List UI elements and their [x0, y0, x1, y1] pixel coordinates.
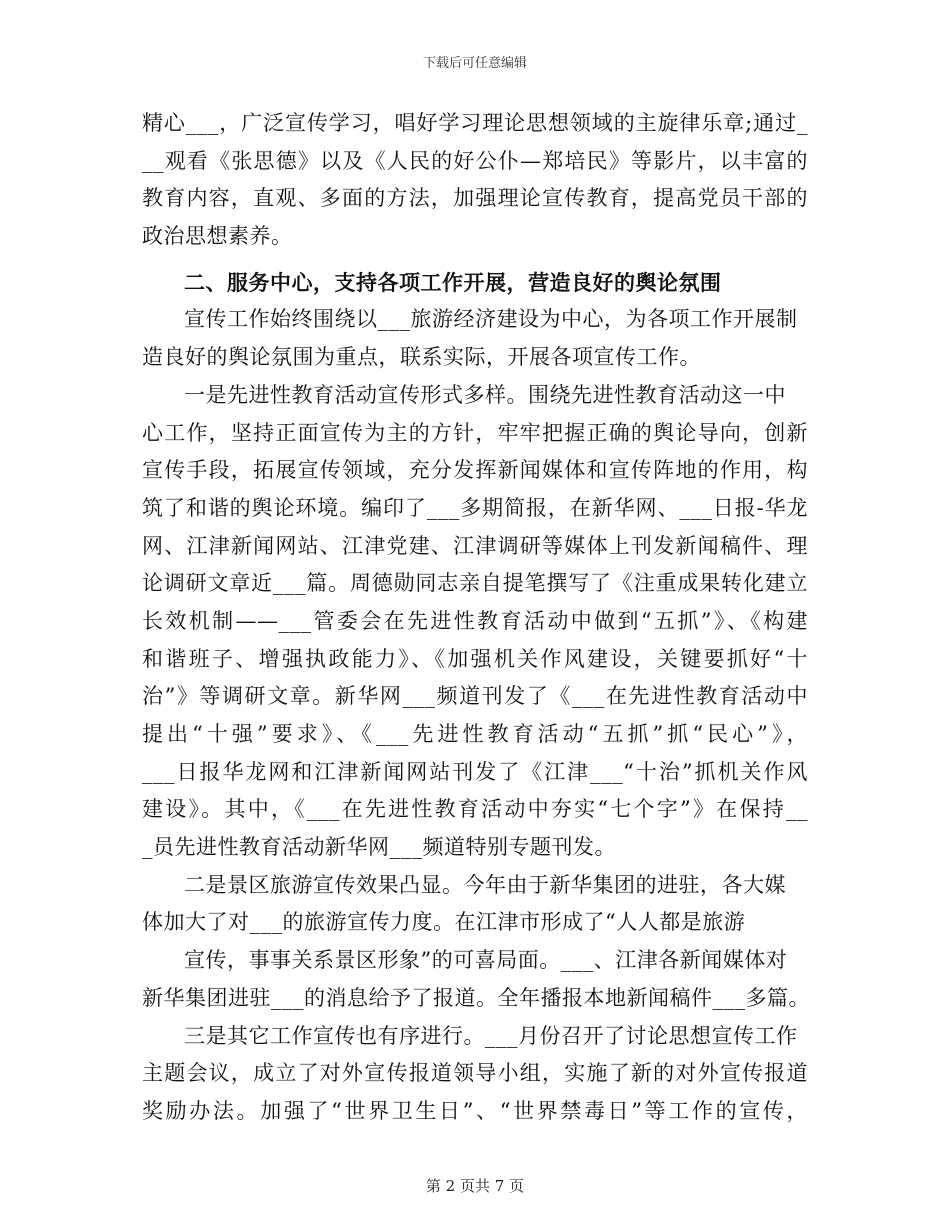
- body-line: 宣传，事事关系景区形象”的可喜局面。___、江津各新闻媒体对: [184, 948, 788, 973]
- body-line: 教育内容，直观、多面的方法，加强理论宣传教育，提高党员干部的: [142, 186, 808, 211]
- page-footer: 第 2 页共 7 页: [425, 1177, 525, 1195]
- body-line: 宣传工作始终围绕以___旅游经济建设为中心，为各项工作开展制: [184, 307, 798, 332]
- body-line: 提出“十强”要求》、《___先进性教育活动“五抓”抓“民心”》，: [142, 722, 808, 746]
- body-line: 长效机制——___管委会在先进性教育活动中做到“五抓”》、《构建: [142, 608, 808, 633]
- body-line: 奖励办法。加强了“世界卫生日”、“世界禁毒日”等工作的宣传，: [142, 1098, 808, 1123]
- body-line: 论调研文章近___篇。周德勋同志亲自提笔撰写了《注重成果转化建立: [142, 571, 808, 596]
- body-line: 和谐班子、增强执政能力》、《加强机关作风建设，关键要抓好“十: [142, 646, 808, 671]
- body-line: __观看《张思德》以及《人民的好公仆—郑培民》等影片，以丰富的: [142, 148, 808, 173]
- body-line: 二是景区旅游宣传效果凸显。今年由于新华集团的进驻，各大媒: [184, 872, 786, 897]
- paragraph-gap: [142, 256, 808, 264]
- body-line: 治”》等调研文章。新华网___频道刊发了《___在先进性教育活动中: [142, 684, 808, 709]
- body-line: _员先进性教育活动新华网___频道特别专题刊发。: [142, 835, 616, 860]
- body-line: 三是其它工作宣传也有序进行。___月份召开了讨论思想宣传工作: [184, 1023, 798, 1048]
- document-body: [142, 105, 808, 1131]
- body-line: 网、江津新闻网站、江津党建、江津调研等媒体上刊发新闻稿件、理: [142, 533, 808, 558]
- body-line: 心工作，坚持正面宣传为主的方针，牢牢把握正确的舆论导向，创新: [142, 420, 808, 445]
- body-line: 建设》。其中，《___在先进性教育活动中夯实“七个字”》在保持__: [142, 797, 808, 822]
- body-line: 一是先进性教育活动宣传形式多样。围绕先进性教育活动这一中: [184, 382, 786, 407]
- page-header: 下载后可任意编辑: [422, 56, 527, 71]
- body-line: 宣传手段，拓展宣传领域，充分发挥新闻媒体和宣传阵地的作用，构: [142, 458, 808, 483]
- body-line: 体加大了对___的旅游宣传力度。在江津市形成了“人人都是旅游: [142, 910, 746, 935]
- body-line: 造良好的舆论氛围为重点，联系实际，开展各项宣传工作。: [142, 345, 701, 370]
- body-line: 精心___，广泛宣传学习，唱好学习理论思想领域的主旋律乐章;通过_: [142, 111, 808, 135]
- body-line: ___日报华龙网和江津新闻网站刊发了《江津___“十治”抓机关作风: [142, 759, 808, 784]
- section-heading: 二、服务中心，支持各项工作开展，营造良好的舆论氛围: [184, 269, 722, 295]
- body-line: 新华集团进驻___的消息给予了报道。全年播报本地新闻稿件___多篇。: [142, 985, 810, 1010]
- body-line: 筑了和谐的舆论环境。编印了___多期简报，在新华网、___日报-华龙: [142, 495, 808, 520]
- body-line: 政治思想素养。: [142, 224, 293, 249]
- body-line: 主题会议，成立了对外宣传报道领导小组，实施了新的对外宣传报道: [142, 1061, 808, 1086]
